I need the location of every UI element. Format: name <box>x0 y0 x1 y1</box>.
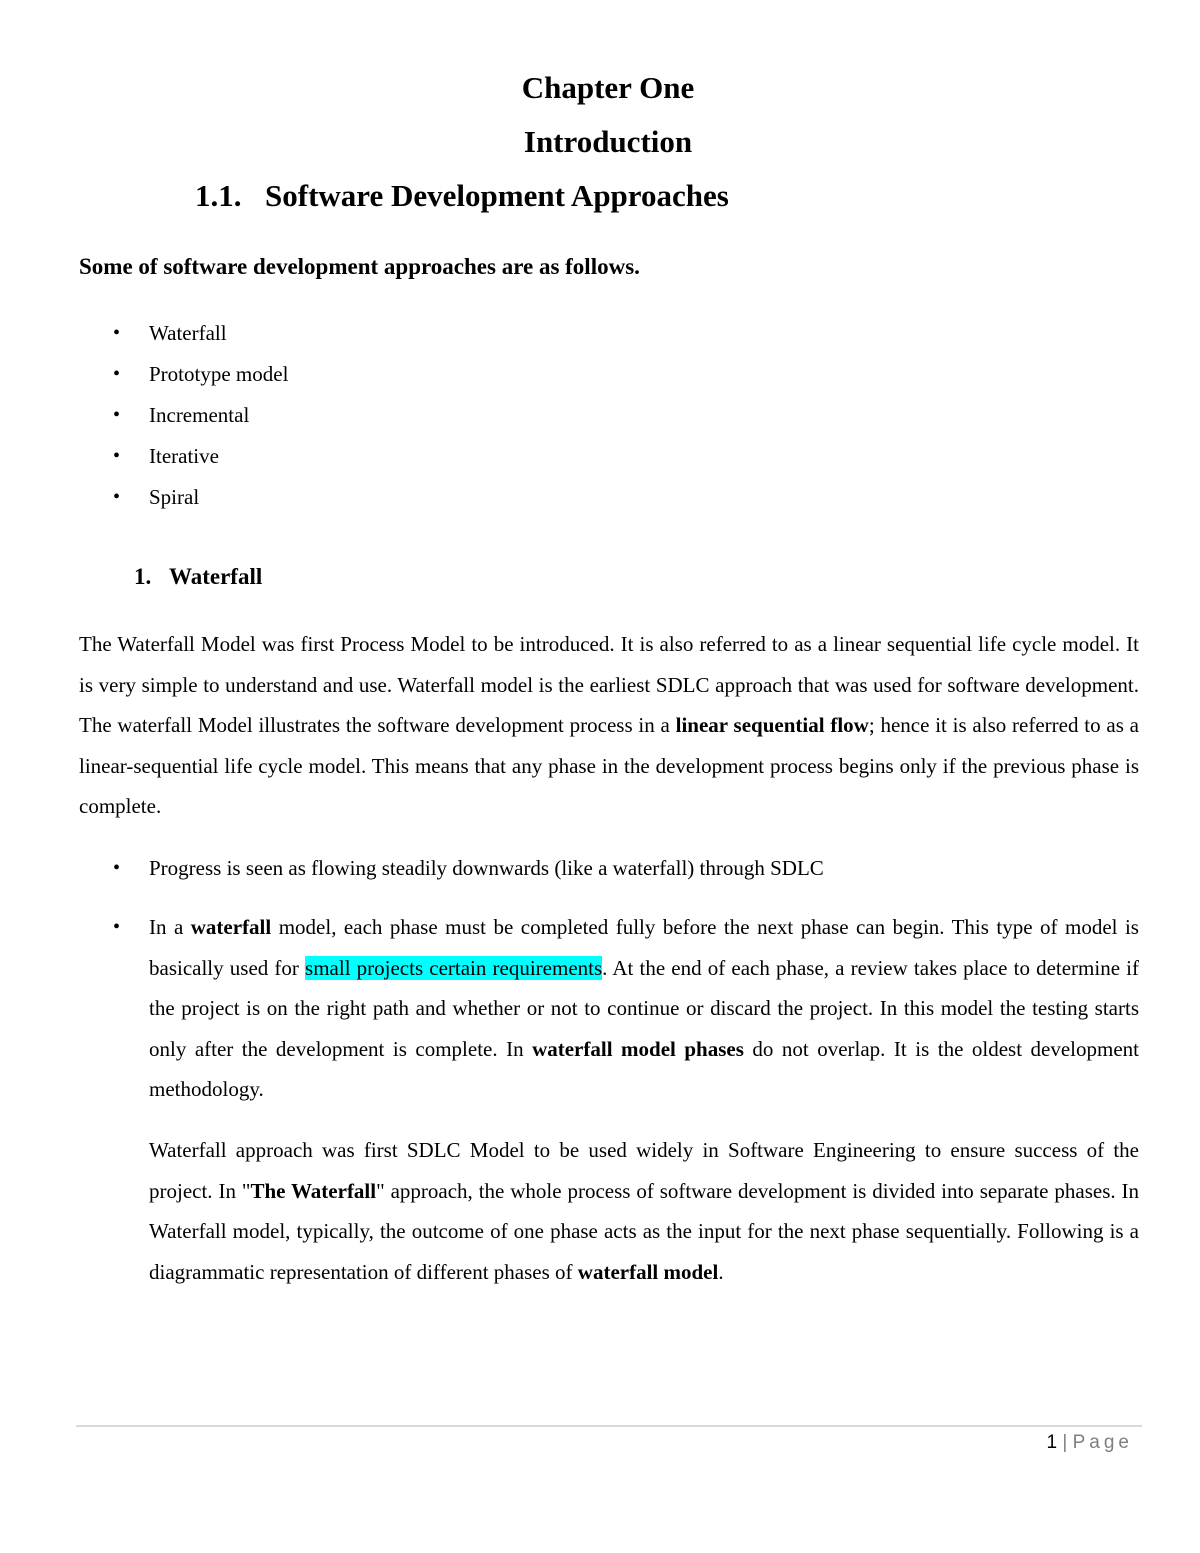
bold-text: The Waterfall <box>250 1178 377 1203</box>
list-item-label: Spiral <box>149 485 200 509</box>
list-item <box>0 437 288 478</box>
paragraph-text: The Waterfall Model was first Process Model to be introduced. It is also referred to as a linear sequential life cycle model. It is very simple to understand and use. Waterfall model is the earliest SDLC approach that was used for software development. The waterfall Model illustrates the software development process in a <box>79 632 1139 738</box>
waterfall-approach-paragraph <box>149 1130 1139 1292</box>
section-heading <box>195 178 729 214</box>
bullet-icon: • <box>113 404 121 426</box>
list-item-label: Incremental <box>149 403 250 427</box>
bullet-icon: • <box>113 322 121 344</box>
chapter-heading: Chapter One <box>521 70 695 105</box>
page-footer <box>0 1432 1133 1454</box>
bold-text: waterfall <box>190 915 272 939</box>
bullet-paragraph <box>113 907 1139 1110</box>
list-item-label: Prototype model <box>149 362 289 386</box>
bullet-text: Progress is seen as flowing steadily downwards (like a waterfall) through SDLC <box>149 856 824 880</box>
subsection-number: 1. <box>134 564 152 589</box>
subsection-heading <box>134 564 262 590</box>
footer-divider <box>76 1425 1142 1427</box>
list-item-label: Iterative <box>149 444 219 468</box>
list-item <box>0 396 288 437</box>
chapter-title: Introduction <box>523 124 693 159</box>
bullet-icon: • <box>113 445 121 467</box>
list-item-label: Waterfall <box>149 321 227 345</box>
highlighted-text: small projects certain requirements <box>305 955 603 980</box>
bullet-icon: • <box>113 916 121 938</box>
section-title: Software Development Approaches <box>265 178 729 213</box>
bullet-icon: • <box>113 486 121 508</box>
page-label: Page <box>1072 1432 1133 1453</box>
bullet-paragraph <box>113 848 1139 889</box>
bullet-text: . At the end of each phase, a review takes place to determine if the project is on the right path and whether or not to continue or discard the project. In this model the testing starts only after the development is complete. In <box>149 955 1139 1061</box>
bullet-text: model, each phase must be completed fully before the next phase can begin. This type of model is basically used for <box>149 915 1139 980</box>
list-item <box>0 478 288 519</box>
bold-text: waterfall model phases <box>532 1036 744 1061</box>
bold-text: waterfall model <box>577 1259 719 1284</box>
page-number: 1 <box>1046 1432 1058 1453</box>
list-item <box>0 314 288 355</box>
bold-text: linear sequential flow <box>675 713 869 738</box>
footer-separator: | <box>1062 1432 1068 1453</box>
bullet-text: In a <box>149 915 191 939</box>
bullet-text: do not overlap. It is the oldest development methodology. <box>149 1036 1139 1102</box>
bullet-icon: • <box>113 857 121 879</box>
list-item <box>0 355 288 396</box>
paragraph-text: " approach, the whole process of software development is divided into separate phases. In Waterfall model, typically, the outcome of one phase acts as the input for the next phase sequentially. Following is a diagrammatic representation of different phases of <box>149 1178 1140 1284</box>
bullet-icon: • <box>113 363 121 385</box>
section-number: 1.1. <box>195 178 242 213</box>
paragraph-text: Waterfall approach was first SDLC Model to be used widely in Software Engineering to ensure success of the project. In " <box>149 1138 1139 1203</box>
subsection-title: Waterfall <box>169 564 263 589</box>
waterfall-paragraph <box>79 624 1139 827</box>
paragraph-text: . <box>718 1259 724 1284</box>
paragraph-text: ; hence it is also referred to as a linear-sequential life cycle model. This means that any phase in the development process begins only if the previous phase is complete. <box>79 713 1139 819</box>
intro-text: Some of software development approaches are as follows. <box>79 254 640 279</box>
approaches-list <box>0 314 288 519</box>
